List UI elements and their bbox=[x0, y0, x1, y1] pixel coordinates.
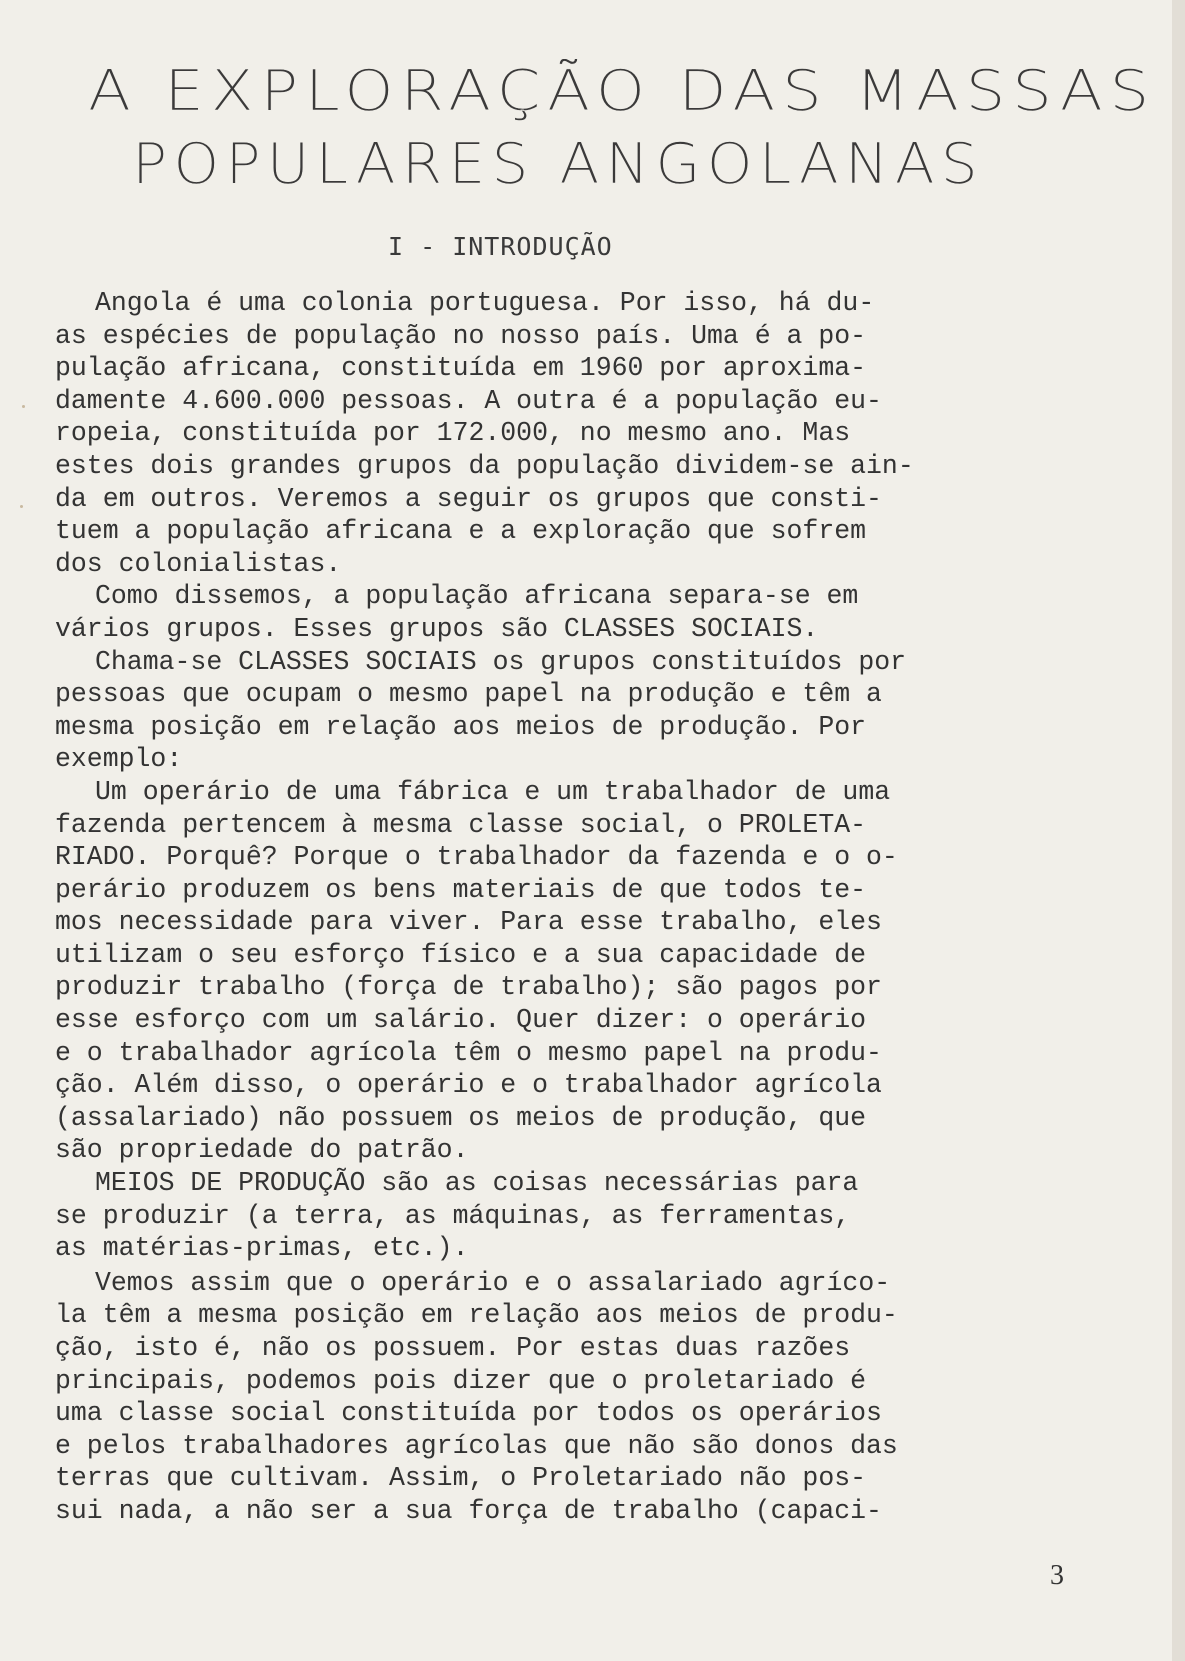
paper-speck bbox=[22, 405, 25, 408]
text-line: (assalariado) não possuem os meios de produção, que bbox=[55, 1102, 867, 1133]
text-line: RIADO. Porquê? Porque o trabalhador da fazenda e o o- bbox=[55, 842, 898, 873]
text-line: damente 4.600.000 pessoas. A outra é a população eu- bbox=[55, 385, 882, 416]
text-line: e pelos trabalhadores agrícolas que não são donos das bbox=[55, 1430, 898, 1461]
text-line: terras que cultivam. Assim, o Proletariado não pos- bbox=[55, 1463, 867, 1494]
text-line: pessoas que ocupam o mesmo papel na produção e têm a bbox=[55, 679, 882, 710]
text-line: dos colonialistas. bbox=[55, 548, 342, 579]
text-line: Como dissemos, a população africana separa-se em bbox=[95, 581, 859, 612]
text-line: e o trabalhador agrícola têm o mesmo papel na produ- bbox=[55, 1037, 882, 1068]
text-line: da em outros. Veremos a seguir os grupos que consti- bbox=[55, 483, 882, 514]
text-line: Angola é uma colonia portuguesa. Por isso, há du- bbox=[95, 288, 875, 318]
document-title-line-2: POPULARES ANGOLANAS bbox=[132, 132, 985, 197]
text-line: as matérias-primas, etc.). bbox=[55, 1233, 469, 1264]
text-line: mos necessidade para viver. Para esse trabalho, eles bbox=[55, 907, 882, 938]
text-line: MEIOS DE PRODUÇÃO são as coisas necessárias para bbox=[95, 1168, 859, 1199]
text-line: esse esforço com um salário. Quer dizer: o operário bbox=[55, 1005, 867, 1036]
text-line: la têm a mesma posição em relação aos meios de produ- bbox=[55, 1300, 898, 1331]
text-line: mesma posição em relação aos meios de produção. Por bbox=[55, 711, 867, 742]
text-line: estes dois grandes grupos da população dividem-se ain- bbox=[55, 450, 914, 481]
document-title-line-1: A EXPLORAÇÃO DAS MASSAS bbox=[88, 59, 1157, 124]
text-line: vários grupos. Esses grupos são CLASSES SOCIAIS. bbox=[55, 613, 819, 644]
text-line: ção. Além disso, o operário e o trabalhador agrícola bbox=[55, 1070, 882, 1101]
text-line: fazenda pertencem à mesma classe social, o PROLETA- bbox=[55, 809, 867, 840]
text-line: sui nada, a não ser a sua força de trabalho (capaci- bbox=[55, 1495, 882, 1526]
body-text bbox=[55, 287, 1095, 1528]
text-line: ropeia, constituída por 172.000, no mesmo ano. Mas bbox=[55, 418, 851, 449]
text-line: se produzir (a terra, as máquinas, as ferramentas, bbox=[55, 1200, 851, 1231]
text-line: são propriedade do patrão. bbox=[55, 1135, 469, 1166]
paper-speck bbox=[20, 505, 23, 508]
text-line: principais, podemos pois dizer que o proletariado é bbox=[55, 1365, 867, 1396]
text-line: tuem a população africana e a exploração que sofrem bbox=[55, 516, 867, 547]
text-line: Chama-se CLASSES SOCIAIS os grupos constituídos por bbox=[95, 646, 907, 677]
text-line: utilizam o seu esforço físico e a sua capacidade de bbox=[55, 939, 867, 970]
text-line: pulação africana, constituída em 1960 por aproxima- bbox=[55, 353, 867, 384]
section-heading: I - INTRODUÇÃO bbox=[388, 232, 613, 261]
text-line: uma classe social constituída por todos os operários bbox=[55, 1398, 882, 1429]
text-line: Um operário de uma fábrica e um trabalhador de uma bbox=[95, 776, 891, 807]
text-line: as espécies de população no nosso país. Uma é a po- bbox=[55, 320, 867, 351]
page-edge bbox=[1172, 0, 1185, 1661]
text-line: perário produzem os bens materiais de que todos te- bbox=[55, 874, 867, 905]
text-line: Vemos assim que o operário e o assalariado agríco- bbox=[95, 1267, 891, 1298]
text-line: ção, isto é, não os possuem. Por estas duas razões bbox=[55, 1333, 851, 1363]
text-line: exemplo: bbox=[55, 744, 183, 775]
page-number: 3 bbox=[1050, 1560, 1064, 1591]
text-line: produzir trabalho (força de trabalho); são pagos por bbox=[55, 972, 882, 1003]
